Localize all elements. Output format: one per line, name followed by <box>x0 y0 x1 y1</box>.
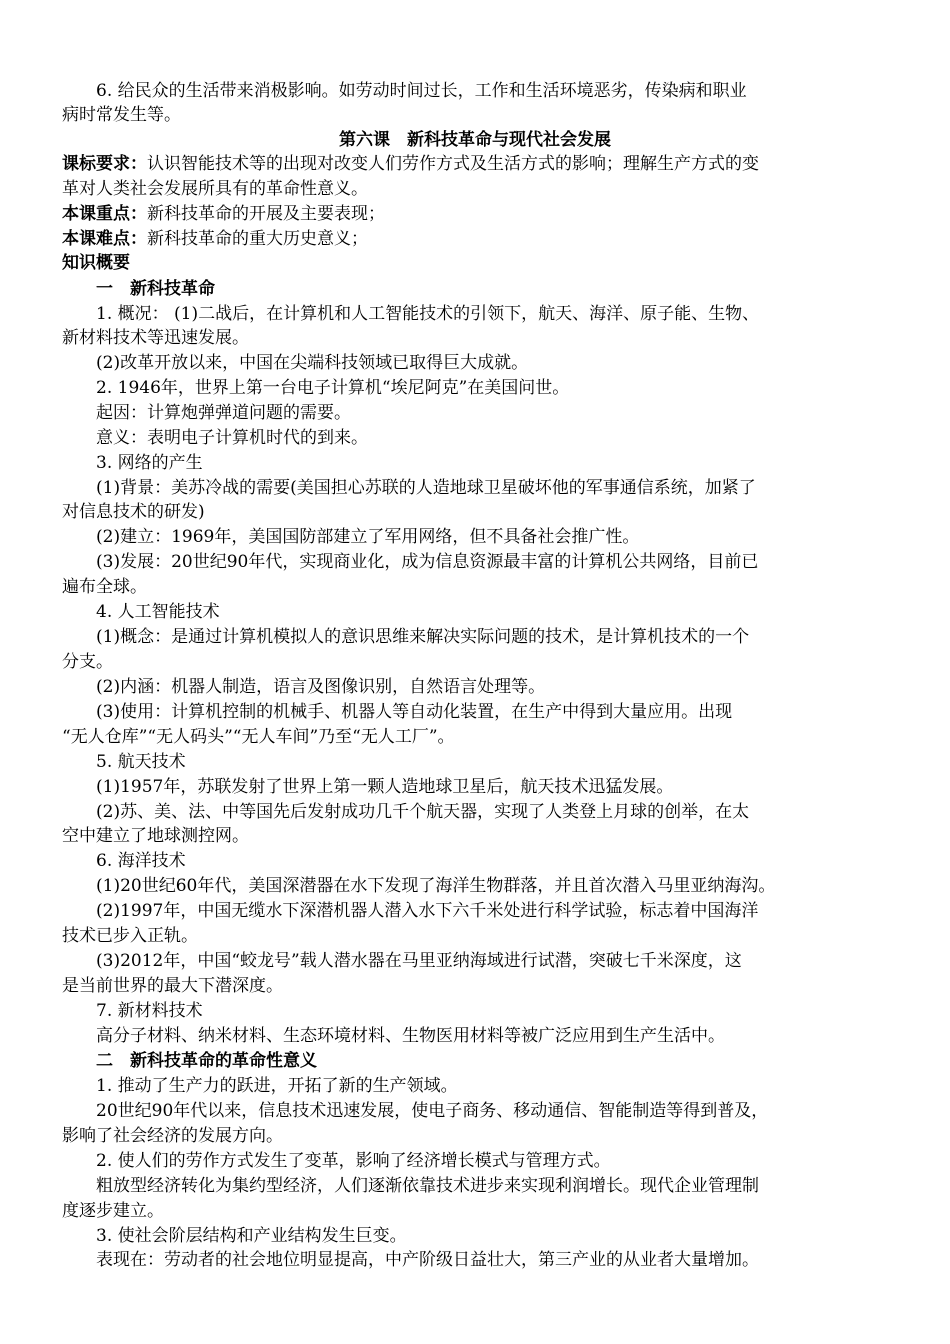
paragraph-line: (1)概念：是通过计算机模拟人的意识思维来解决实际问题的技术，是计算机技术的一个 <box>96 627 750 647</box>
paragraph-line: 度逐步建立。 <box>62 1201 164 1221</box>
curriculum-requirement <box>62 152 892 176</box>
value: 新科技革命的重大历史意义； <box>147 229 368 249</box>
paragraph-line: 2. 1946年，世界上第一台电子计算机“埃尼阿克”在美国问世。 <box>96 378 570 398</box>
paragraph-line: 3. 网络的产生 <box>96 453 203 473</box>
paragraph-line: 2. 使人们的劳作方式发生了变革，影响了经济增长模式与管理方式。 <box>96 1151 611 1171</box>
paragraph-line: 1. 概况： (1)二战后，在计算机和人工智能技术的引领下，航天、海洋、原子能、生物、 <box>96 304 760 324</box>
paragraph-line: (2)苏、美、法、中等国先后发射成功几千个航天器，实现了人类登上月球的创举，在太 <box>96 802 750 822</box>
paragraph-line: (2)改革开放以来，中国在尖端科技领域已取得巨大成就。 <box>96 353 529 373</box>
section-label: 知识概要 <box>62 253 130 273</box>
paragraph-line: (1)背景：美苏冷战的需要(美国担心苏联的人造地球卫星破坏他的军事通信系统，加紧了 <box>96 478 756 498</box>
paragraph-line: 表现在：劳动者的社会地位明显提高，中产阶级日益壮大，第三产业的从业者大量增加。 <box>96 1250 759 1270</box>
paragraph-line: 20世纪90年代以来，信息技术迅速发展，使电子商务、移动通信、智能制造等得到普及， <box>96 1101 769 1121</box>
paragraph-line: 技术已步入正轨。 <box>62 926 198 946</box>
paragraph-line: (3)2012年，中国“蛟龙号”载人潜水器在马里亚纳海域进行试潜，突破七千米深度，这 <box>96 951 742 971</box>
paragraph-line: 高分子材料、纳米材料、生态环境材料、生物医用材料等被广泛应用到生产生活中。 <box>96 1026 725 1046</box>
paragraph-line: 影响了社会经济的发展方向。 <box>62 1126 283 1146</box>
paragraph-line: (1)20世纪60年代，美国深潜器在水下发现了海洋生物群落，并且首次潜入马里亚纳海沟。 <box>96 876 776 896</box>
paragraph-line: (2)内涵：机器人制造，语言及图像识别，自然语言处理等。 <box>96 677 546 697</box>
label: 课标要求： <box>62 154 147 174</box>
key-point <box>62 202 892 226</box>
paragraph-line: 意义：表明电子计算机时代的到来。 <box>96 428 368 448</box>
paragraph-line: 4. 人工智能技术 <box>96 602 220 622</box>
paragraph-line: 起因：计算炮弹弹道问题的需要。 <box>96 403 351 423</box>
paragraph-line: 6. 海洋技术 <box>96 851 186 871</box>
paragraph-line: (2)建立：1969年，美国国防部建立了军用网络，但不具备社会推广性。 <box>96 527 640 547</box>
difficult-point <box>62 227 892 251</box>
paragraph-line: 是当前世界的最大下潜深度。 <box>62 976 283 996</box>
paragraph-line: 病时常发生等。 <box>62 105 181 125</box>
section-heading: 二 新科技革命的革命性意义 <box>96 1051 317 1071</box>
section-heading: 一 新科技革命 <box>96 279 215 299</box>
paragraph-line: (1)1957年，苏联发射了世界上第一颗人造地球卫星后，航天技术迅猛发展。 <box>96 777 674 797</box>
paragraph-line: 革对人类社会发展所具有的革命性意义。 <box>62 179 368 199</box>
paragraph-line: “无人仓库”“无人码头”“无人车间”乃至“无人工厂”。 <box>62 727 455 747</box>
paragraph-line: 6. 给民众的生活带来消极影响。如劳动时间过长，工作和生活环境恶劣，传染病和职业 <box>96 81 747 101</box>
paragraph-line: 分支。 <box>62 652 113 672</box>
lesson-title: 第六课 新科技革命与现代社会发展 <box>339 130 611 150</box>
paragraph-line: 空中建立了地球测控网。 <box>62 826 249 846</box>
value: 认识智能技术等的出现对改变人们劳作方式及生活方式的影响；理解生产方式的变 <box>147 154 759 174</box>
paragraph-line: 粗放型经济转化为集约型经济，人们逐渐依靠技术进步来实现利润增长。现代企业管理制 <box>96 1176 759 1196</box>
paragraph-line: 新材料技术等迅速发展。 <box>62 328 249 348</box>
paragraph-line: 1. 推动了生产力的跃进，开拓了新的生产领域。 <box>96 1076 458 1096</box>
value: 新科技革命的开展及主要表现； <box>147 204 385 224</box>
label: 本课重点： <box>62 204 147 224</box>
paragraph-line: (2)1997年，中国无缆水下深潜机器人潜入水下六千米处进行科学试验，标志着中国海洋 <box>96 901 759 921</box>
paragraph-line: 对信息技术的研发) <box>62 502 205 522</box>
paragraph-line: 遍布全球。 <box>62 577 147 597</box>
label: 本课难点： <box>62 229 147 249</box>
paragraph-line: 7. 新材料技术 <box>96 1001 203 1021</box>
paragraph-line: (3)发展：20世纪90年代，实现商业化，成为信息资源最丰富的计算机公共网络，目前已 <box>96 552 759 572</box>
paragraph-line: 3. 使社会阶层结构和产业结构发生巨变。 <box>96 1226 407 1246</box>
paragraph-line: (3)使用：计算机控制的机械手、机器人等自动化装置，在生产中得到大量应用。出现 <box>96 702 733 722</box>
paragraph-line: 5. 航天技术 <box>96 752 186 772</box>
